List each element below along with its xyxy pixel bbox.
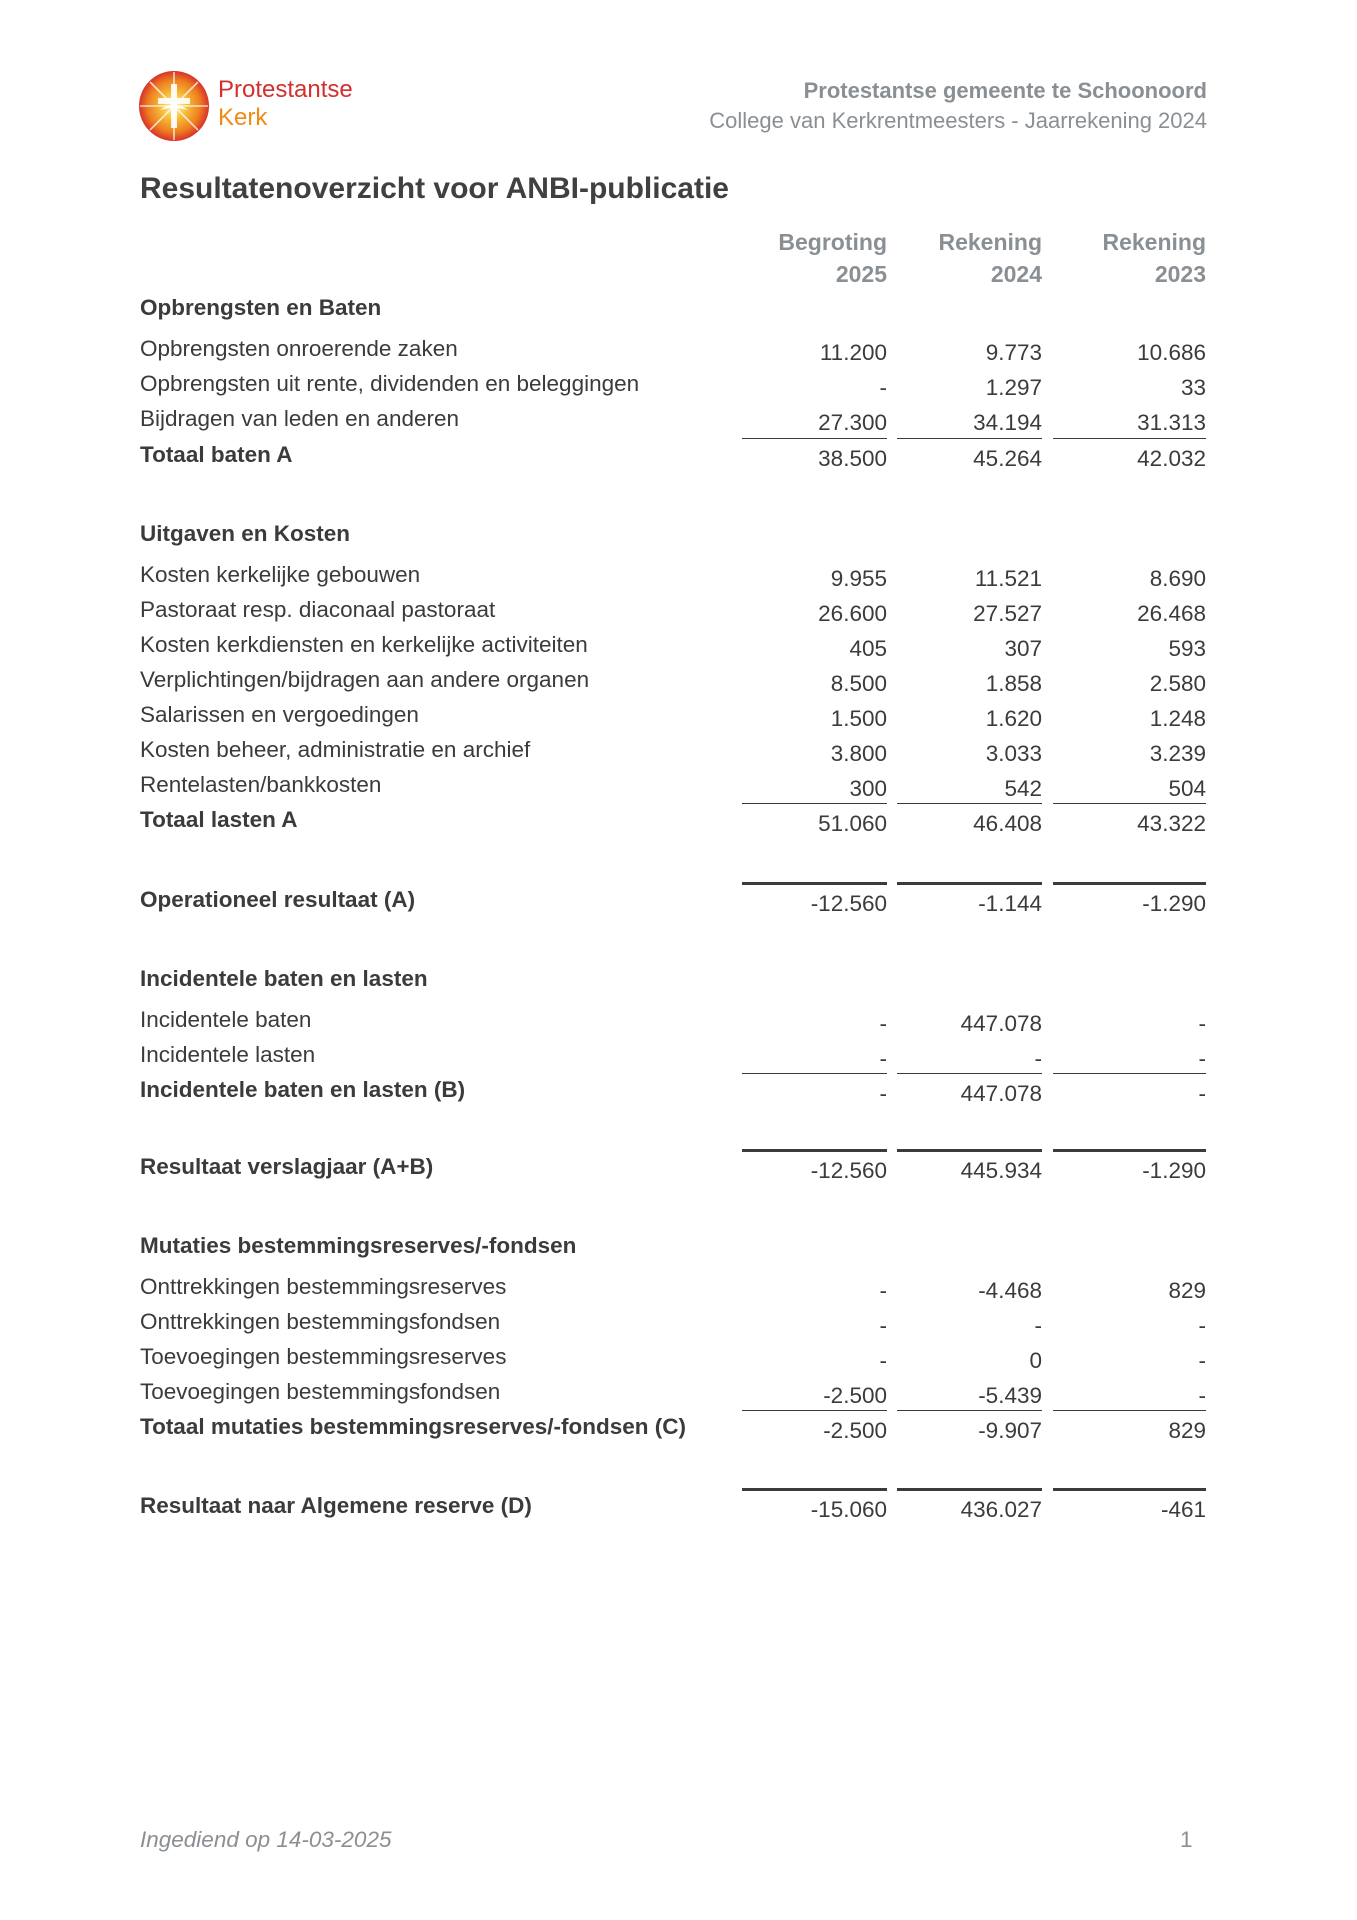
- subtotal-rule: [742, 803, 887, 804]
- section-heading: Uitgaven en Kosten: [140, 521, 351, 546]
- total-row: Totaal lasten A 51.060 46.408 43.322: [140, 807, 1206, 836]
- subtotal-rule: [897, 1073, 1042, 1074]
- subtotal-rule: [1053, 1073, 1206, 1074]
- table-row: Onttrekkingen bestemmingsreserves - -4.468 829: [140, 1274, 1206, 1303]
- result-rule: [1053, 1149, 1206, 1152]
- result-row-algemene-reserve: Resultaat naar Algemene reserve (D) -15.060 436.027 -461: [140, 1493, 1206, 1522]
- section-heading: Mutaties bestemmingsreserves/-fondsen: [140, 1233, 577, 1258]
- subtotal-rule: [1053, 803, 1206, 804]
- result-row-operationeel: Operationeel resultaat (A) -12.560 -1.144 -1.290: [140, 887, 1206, 916]
- result-rule: [1053, 1488, 1206, 1491]
- subtotal-rule: [742, 438, 887, 439]
- column-header-rekening-2023: Rekening 2023: [1102, 229, 1206, 287]
- table-row: Toevoegingen bestemmingsfondsen -2.500 -5.439 -: [140, 1379, 1206, 1408]
- result-rule: [897, 882, 1042, 885]
- column-header-rekening-2024: Rekening 2024: [938, 229, 1042, 287]
- document-header: [709, 76, 1207, 136]
- document-subtitle: College van Kerkrentmeesters - Jaarrekening 2024: [709, 108, 1207, 133]
- submission-date: Ingediend op 14-03-2025: [140, 1827, 392, 1852]
- total-row: Incidentele baten en lasten (B) - 447.078 -: [140, 1077, 1206, 1106]
- total-row: Totaal baten A 38.500 45.264 42.032: [140, 442, 1206, 471]
- subtotal-rule: [897, 803, 1042, 804]
- result-rule: [742, 1149, 887, 1152]
- table-row: Rentelasten/bankkosten 300 542 504: [140, 772, 1206, 801]
- table-row: Opbrengsten onroerende zaken 11.200 9.773 10.686: [140, 336, 1206, 365]
- table-row: Salarissen en vergoedingen 1.500 1.620 1.248: [140, 702, 1206, 731]
- logo: [138, 70, 398, 146]
- table-row: Bijdragen van leden en anderen 27.300 34.194 31.313: [140, 406, 1206, 435]
- page-title: Resultatenoverzicht voor ANBI-publicatie: [140, 172, 729, 205]
- table-row: Kosten kerkelijke gebouwen 9.955 11.521 8.690: [140, 562, 1206, 591]
- table-row: Pastoraat resp. diaconaal pastoraat 26.600 27.527 26.468: [140, 597, 1206, 626]
- subtotal-rule: [742, 1410, 887, 1411]
- result-rule: [897, 1149, 1042, 1152]
- logo-text-protestantse: Protestantse: [218, 76, 353, 103]
- table-row: Onttrekkingen bestemmingsfondsen - - -: [140, 1309, 1206, 1338]
- section-heading: Incidentele baten en lasten: [140, 966, 428, 991]
- subtotal-rule: [1053, 1410, 1206, 1411]
- table-row: Kosten beheer, administratie en archief 3.800 3.033 3.239: [140, 737, 1206, 766]
- church-logo-icon: [138, 70, 210, 142]
- organisation-name: Protestantse gemeente te Schoonoord: [803, 78, 1207, 103]
- result-row-verslagjaar: Resultaat verslagjaar (A+B) -12.560 445.934 -1.290: [140, 1154, 1206, 1183]
- subtotal-rule: [742, 1073, 887, 1074]
- subtotal-rule: [897, 1410, 1042, 1411]
- result-rule: [742, 882, 887, 885]
- table-row: Incidentele baten - 447.078 -: [140, 1007, 1206, 1036]
- result-rule: [742, 1488, 887, 1491]
- total-row: Totaal mutaties bestemmingsreserves/-fondsen (C) -2.500 -9.907 829: [140, 1414, 1206, 1443]
- section-heading: Opbrengsten en Baten: [140, 295, 382, 320]
- table-row: Verplichtingen/bijdragen aan andere organen 8.500 1.858 2.580: [140, 667, 1206, 696]
- table-row: Opbrengsten uit rente, dividenden en beleggingen - 1.297 33: [140, 371, 1206, 400]
- table-row: Toevoegingen bestemmingsreserves - 0 -: [140, 1344, 1206, 1373]
- subtotal-rule: [897, 438, 1042, 439]
- table-row: Kosten kerkdiensten en kerkelijke activiteiten 405 307 593: [140, 632, 1206, 661]
- logo-text-kerk: Kerk: [218, 104, 268, 131]
- result-rule: [897, 1488, 1042, 1491]
- column-header-begroting-2025: Begroting 2025: [778, 229, 887, 287]
- table-row: Incidentele lasten - - -: [140, 1042, 1206, 1071]
- result-rule: [1053, 882, 1206, 885]
- subtotal-rule: [1053, 438, 1206, 439]
- page-number: 1: [1180, 1827, 1193, 1852]
